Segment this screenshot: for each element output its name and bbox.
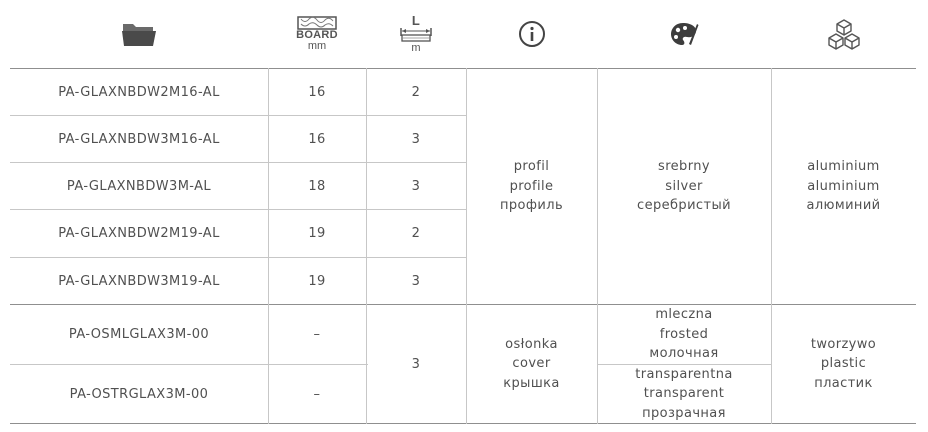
board-value: 16 [308, 84, 326, 100]
product-code: PA-OSMLGLAX3M-00 [68, 327, 210, 342]
group2-material [771, 305, 916, 423]
product-code: PA-GLAXNBDW3M-AL [66, 178, 212, 194]
color-pl: mleczna [655, 307, 713, 323]
group1-material [771, 69, 916, 304]
color-en: silver [665, 178, 703, 194]
length-value-merged: 3 [411, 356, 421, 372]
header-length-column [366, 0, 466, 68]
group2-color-frosted [597, 305, 771, 364]
header-board-column [268, 0, 366, 68]
product-code: PA-OSTRGLAX3M-00 [69, 386, 209, 402]
material-ru: алюминий [806, 198, 881, 214]
header-code-column [10, 0, 268, 68]
length-value: 2 [411, 84, 421, 100]
color-ru: прозрачная [642, 405, 726, 421]
board-value: – [313, 386, 321, 402]
board-value: 18 [308, 178, 326, 194]
product-code: PA-GLAXNBDW3M19-AL [58, 273, 220, 289]
length-value: 3 [411, 273, 421, 289]
info-ru: крышка [503, 375, 560, 391]
material-ru: пластик [814, 375, 873, 391]
header-color-column [597, 0, 771, 68]
group2-color-transparent [597, 365, 771, 423]
length-label: L [411, 13, 421, 28]
board-value: 16 [308, 131, 326, 147]
length-icon [400, 27, 432, 43]
group2-info [466, 305, 597, 423]
color-pl: srebrny [658, 159, 710, 175]
cubes-icon [827, 18, 861, 50]
length-value: 2 [411, 226, 421, 241]
board-value: 19 [308, 273, 326, 289]
product-code: PA-GLAXNBDW3M16-AL [58, 131, 220, 147]
header-material-column [771, 0, 916, 68]
board-unit: mm [307, 40, 327, 52]
material-pl: tworzywo [810, 336, 877, 352]
info-ru: профиль [499, 198, 564, 214]
folder-icon [121, 21, 157, 47]
board-label: BOARD [296, 29, 338, 41]
header-info-column [466, 0, 597, 68]
length-value: 3 [411, 131, 421, 147]
table-bottom-border [10, 423, 916, 424]
length-unit: m [411, 42, 421, 54]
group1-color [597, 69, 771, 304]
color-pl: transparentna [635, 366, 733, 382]
product-code: PA-GLAXNBDW2M19-AL [58, 226, 220, 241]
color-ru: молочная [649, 346, 719, 362]
board-value: – [313, 327, 321, 342]
color-ru: серебристый [637, 198, 731, 214]
palette-icon [669, 20, 699, 48]
info-en: cover [512, 356, 551, 372]
info-icon [518, 20, 546, 48]
color-en: transparent [643, 386, 725, 402]
color-en: frosted [659, 326, 709, 342]
material-pl: aluminium [807, 159, 880, 175]
material-en: plastic [820, 356, 867, 372]
board-icon [297, 16, 337, 30]
info-en: profile [509, 178, 554, 194]
board-value: 19 [308, 226, 326, 241]
material-en: aluminium [807, 178, 880, 194]
length-value: 3 [411, 178, 421, 194]
group1-info [466, 69, 597, 304]
info-pl: osłonka [505, 336, 558, 352]
product-code: PA-GLAXNBDW2M16-AL [58, 84, 220, 100]
info-pl: profil [513, 159, 550, 175]
